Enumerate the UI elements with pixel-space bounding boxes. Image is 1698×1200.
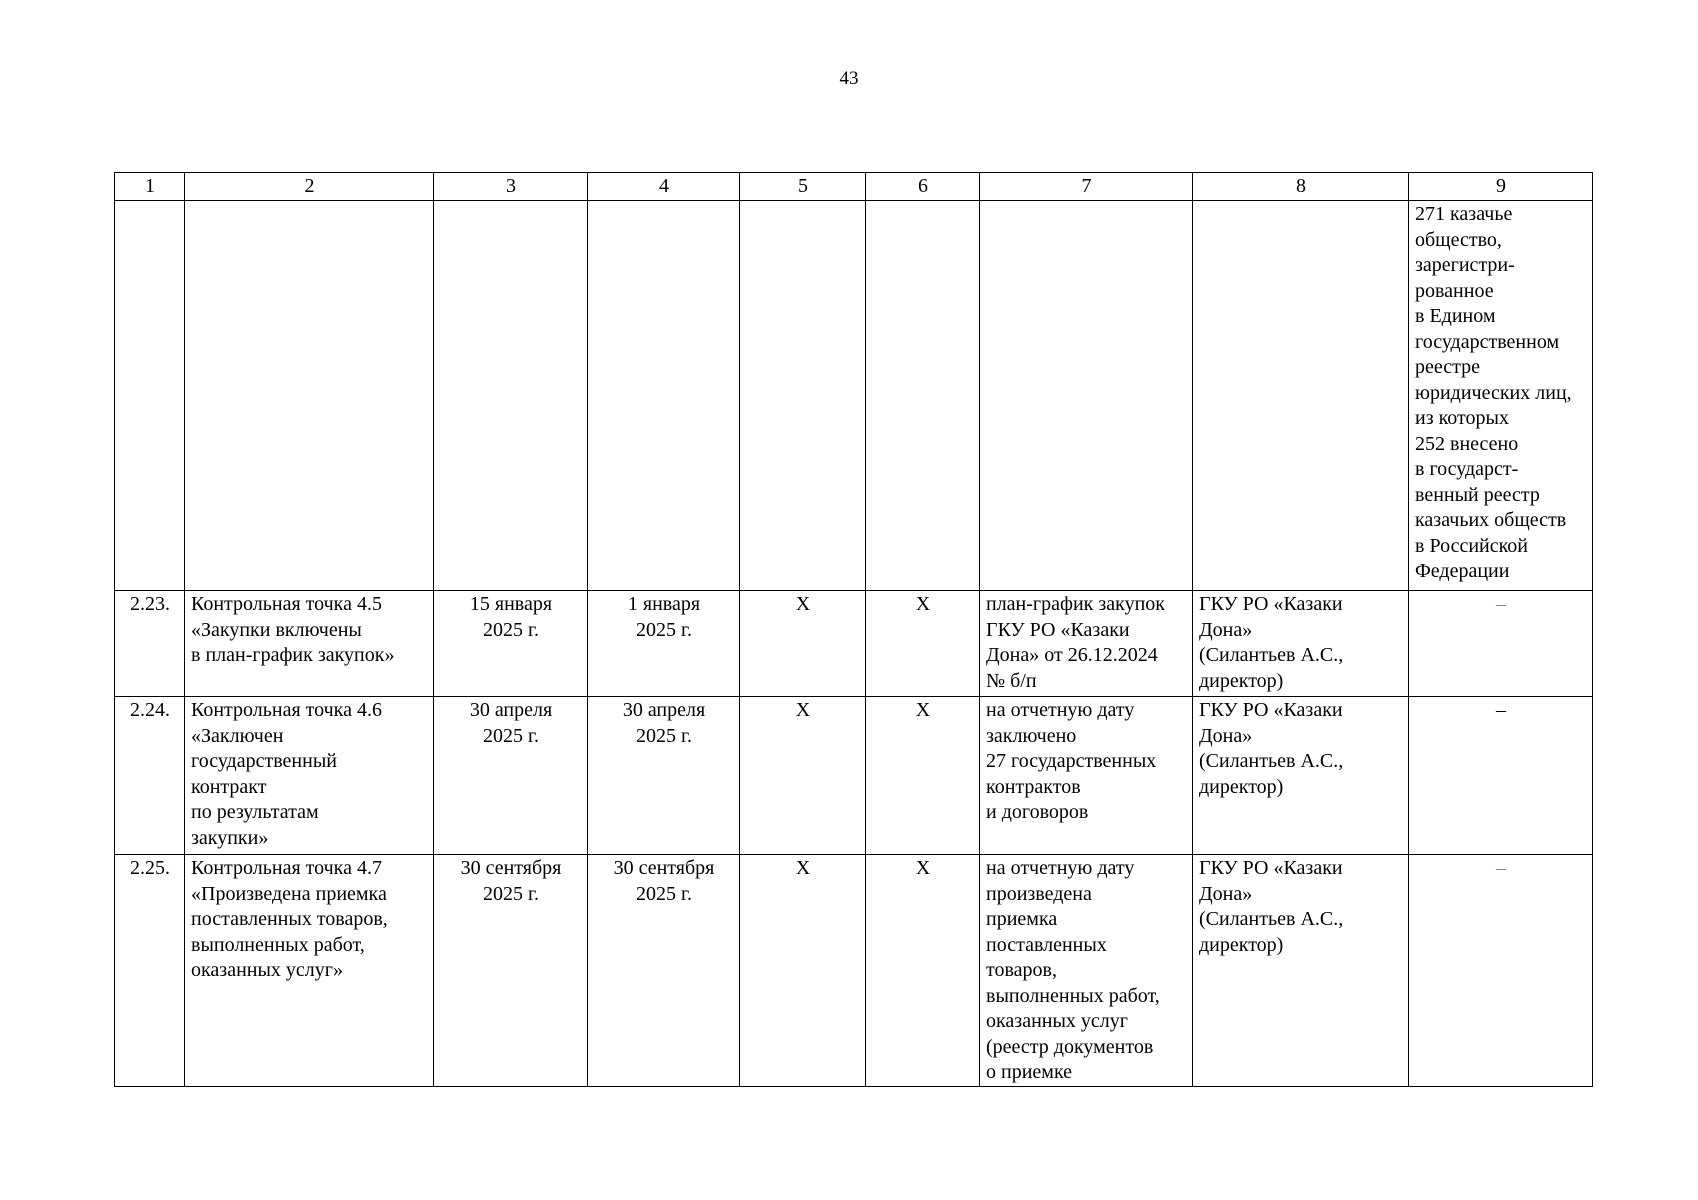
- text-line: ГКУ РО «Казаки: [1199, 699, 1343, 721]
- text-line: (Силантьев А.С.,: [1199, 908, 1344, 930]
- empty-cell: [740, 201, 866, 591]
- column-number-row: [115, 173, 1593, 201]
- row-number: 2.23.: [115, 591, 185, 697]
- planned-date: [434, 591, 588, 697]
- result-text: [980, 855, 1193, 1087]
- col5-mark: Х: [740, 855, 866, 1087]
- col5-mark: Х: [740, 591, 866, 697]
- column-number: 4: [588, 173, 740, 201]
- text-line: 2025 г.: [483, 724, 539, 747]
- text-line: контрактов: [986, 775, 1081, 798]
- text-line: 2025 г.: [636, 618, 692, 641]
- text-line: ГКУ РО «Казаки: [1199, 857, 1343, 879]
- text-line: 30 сентября: [460, 857, 562, 879]
- note-line: общество,: [1415, 228, 1502, 251]
- text-line: директор): [1199, 669, 1284, 692]
- col9-value: –: [1409, 591, 1593, 697]
- actual-date: [588, 855, 740, 1087]
- text-line: в план-график закупок»: [191, 644, 395, 666]
- empty-cell: [434, 201, 588, 591]
- text-line: «Произведена приемка: [191, 882, 387, 905]
- col5-mark: Х: [740, 697, 866, 855]
- text-line: поставленных товаров,: [191, 908, 388, 930]
- col9-value: –: [1409, 697, 1593, 855]
- responsible-executor: [1193, 697, 1409, 855]
- text-line: Дона»: [1199, 724, 1253, 747]
- text-line: 30 сентября: [613, 857, 715, 879]
- text-line: Дона»: [1199, 882, 1253, 905]
- note-line: государственном: [1415, 330, 1560, 353]
- column-number: 7: [980, 173, 1193, 201]
- note-line: в Российской: [1415, 534, 1529, 557]
- text-line: 2025 г.: [636, 724, 692, 747]
- note-line: из которых: [1415, 407, 1509, 429]
- column-number: 9: [1409, 173, 1593, 201]
- text-line: Контрольная точка 4.7: [191, 857, 382, 879]
- implementation-plan-table: [114, 172, 1593, 1087]
- text-line: «Закупки включены: [191, 618, 362, 641]
- text-line: директор): [1199, 933, 1284, 956]
- text-line: 27 государственных: [986, 750, 1157, 772]
- text-line: Дона»: [1199, 618, 1253, 641]
- text-line: (Силантьев А.С.,: [1199, 750, 1344, 772]
- col6-mark: Х: [866, 855, 980, 1087]
- actual-date: [588, 697, 740, 855]
- row-number: 2.25.: [115, 855, 185, 1087]
- responsible-executor: [1193, 591, 1409, 697]
- empty-cell: [185, 201, 434, 591]
- text-line: ГКУ РО «Казаки: [986, 618, 1130, 641]
- text-line: (реестр документов: [986, 1035, 1154, 1058]
- column-number: 5: [740, 173, 866, 201]
- text-line: выполненных работ,: [986, 984, 1160, 1007]
- checkpoint-name: [185, 855, 434, 1087]
- text-line: план-график закупок: [986, 593, 1166, 615]
- planned-date: [434, 855, 588, 1087]
- note-line: Федерации: [1415, 560, 1510, 582]
- text-line: 15 января: [469, 593, 553, 615]
- column-number: 1: [115, 173, 185, 201]
- continuation-row: [115, 201, 1593, 591]
- text-line: выполненных работ,: [191, 933, 365, 956]
- page-number: 43: [839, 68, 859, 89]
- continuation-note-cell: [1409, 201, 1593, 591]
- text-line: Контрольная точка 4.5: [191, 593, 382, 615]
- note-line: в государст-: [1415, 458, 1519, 480]
- note-line: зарегистри-: [1415, 254, 1515, 276]
- result-text: [980, 591, 1193, 697]
- responsible-executor: [1193, 855, 1409, 1087]
- result-text: [980, 697, 1193, 855]
- note-line: 271 казачье: [1415, 203, 1513, 225]
- column-number: 2: [185, 173, 434, 201]
- text-line: приемка: [986, 908, 1058, 930]
- note-line: юридических лиц,: [1415, 381, 1572, 404]
- col6-mark: Х: [866, 697, 980, 855]
- column-number: 3: [434, 173, 588, 201]
- actual-date: [588, 591, 740, 697]
- table-row: [115, 855, 1593, 1087]
- text-line: 2025 г.: [483, 882, 539, 905]
- text-line: Дона» от 26.12.2024: [986, 644, 1158, 666]
- text-line: контракт: [191, 775, 267, 798]
- text-line: Контрольная точка 4.6: [191, 699, 382, 721]
- text-line: о приемке: [986, 1061, 1073, 1083]
- text-line: 30 апреля: [622, 699, 706, 721]
- text-line: произведена: [986, 882, 1092, 905]
- empty-cell: [866, 201, 980, 591]
- col9-value: –: [1409, 855, 1593, 1087]
- text-line: ГКУ РО «Казаки: [1199, 593, 1343, 615]
- column-number: 8: [1193, 173, 1409, 201]
- checkpoint-name: [185, 697, 434, 855]
- note-line: реестре: [1415, 356, 1480, 378]
- text-line: товаров,: [986, 959, 1057, 981]
- text-line: 30 апреля: [469, 699, 553, 721]
- text-line: поставленных: [986, 933, 1107, 956]
- text-line: на отчетную дату: [986, 857, 1135, 879]
- table-row: [115, 591, 1593, 697]
- text-line: № б/п: [986, 669, 1037, 692]
- text-line: закупки»: [191, 826, 269, 849]
- empty-cell: [115, 201, 185, 591]
- text-line: по результатам: [191, 801, 319, 823]
- text-line: 1 января: [627, 593, 701, 615]
- text-line: 2025 г.: [483, 618, 539, 641]
- text-line: заключено: [986, 724, 1077, 747]
- text-line: и договоров: [986, 801, 1089, 823]
- table-row: [115, 697, 1593, 855]
- text-line: оказанных услуг»: [191, 959, 343, 981]
- text-line: (Силантьев А.С.,: [1199, 644, 1344, 666]
- planned-date: [434, 697, 588, 855]
- note-line: 252 внесено: [1415, 432, 1519, 455]
- text-line: оказанных услуг: [986, 1010, 1128, 1032]
- text-line: на отчетную дату: [986, 699, 1135, 721]
- text-line: «Заключен: [191, 724, 284, 747]
- checkpoint-name: [185, 591, 434, 697]
- note-line: казачьих обществ: [1415, 509, 1567, 531]
- note-line: в Едином: [1415, 305, 1496, 327]
- column-number: 6: [866, 173, 980, 201]
- empty-cell: [588, 201, 740, 591]
- text-line: директор): [1199, 775, 1284, 798]
- text-line: 2025 г.: [636, 882, 692, 905]
- empty-cell: [980, 201, 1193, 591]
- col6-mark: Х: [866, 591, 980, 697]
- row-number: 2.24.: [115, 697, 185, 855]
- text-line: государственный: [191, 750, 337, 772]
- note-line: венный реестр: [1415, 483, 1540, 506]
- empty-cell: [1193, 201, 1409, 591]
- note-line: рованное: [1415, 279, 1494, 302]
